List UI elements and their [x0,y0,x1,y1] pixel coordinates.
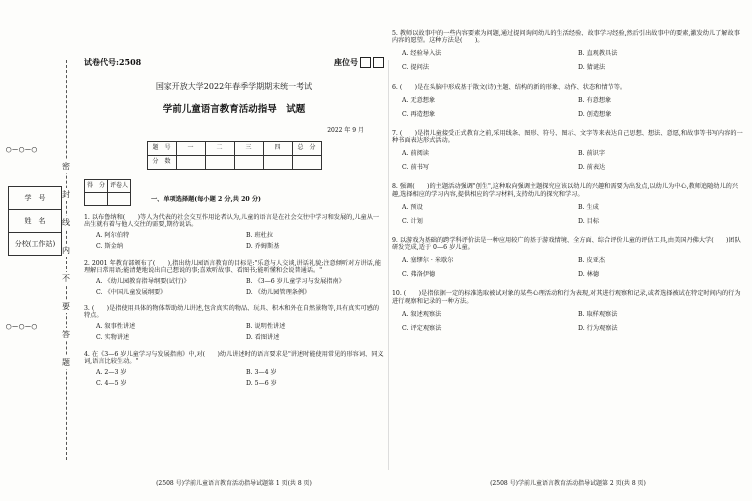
exam-date: 2022 年 9 月 [327,127,364,135]
grader-table [84,179,131,206]
question-text: 8. 强调( )的主题活动强调"创生",这种取向强调主题探究应该以幼儿的兴趣和需要为出发点,以幼儿为中心,教师追随幼儿的兴趣,选择相应的学习内容,提供相应的学习材料,支持幼儿的探究和学习。 [392,183,739,198]
score-header-cell: 一 [176,142,205,156]
question-text: 9. 以游戏为基础的跨学科评价法是一种应用较广的基于游戏情境、全方面、综合评价儿童的评估工具,由美国丹佛大学( )团队研发完成,适于 0—6 岁儿童。 [392,236,741,251]
question-list [84,214,384,391]
seal-word: 密 [62,162,70,171]
grader-score-cell[interactable] [85,193,108,206]
options [392,257,744,285]
option[interactable]: D. 猜谜法 [578,64,606,72]
question-text: 5. 教师以故事中的一些内容要素为问题,通过提问询问幼儿的生活经验、故事学习经验,然后引出故事中的要素,激发幼儿了解故事内容的愿望。这种方法是( )。 [392,30,740,45]
option[interactable]: B. 《3—6 岁儿童学习与发展指南》 [246,277,345,285]
options [392,204,744,232]
option[interactable]: D. 前表达 [578,164,606,172]
options [84,369,384,391]
seat-label: 座位号 [334,56,358,67]
question [392,84,744,125]
option[interactable]: B. 班杜拉 [246,232,274,240]
question [84,351,384,392]
seal-word: 封 [62,190,70,199]
question [392,237,744,286]
score-cell[interactable] [292,156,321,170]
seal-word: 不 [62,274,70,283]
seal-word: 要 [62,302,70,311]
branch-field: 分校(工作站) [14,240,56,248]
section-1-title: 一、单项选择题(每小题 2 分,共 20 分) [151,195,261,203]
option[interactable]: B. 3—4 岁 [246,368,277,376]
question-text: 3. ( )是指使用具体的物体帮助幼儿讲述,包含真实的物品、玩具、积木和外在自然景物等,具有真实可感的特点。 [84,305,380,320]
seat-box[interactable] [360,57,371,68]
question [392,183,744,232]
option[interactable]: B. 前识字 [578,150,606,158]
course-title: 学前儿童语言教育活动指导 试题 [162,104,306,116]
binding-dots-bottom: ○—○—○ [6,322,39,332]
option[interactable]: A. 塞缪尔 · 米歇尔 [402,257,454,265]
options [392,311,744,339]
seal-word: 内 [62,246,70,255]
grader-label: 评卷人 [108,180,131,193]
option[interactable]: A. 2—3 岁 [96,368,127,376]
option[interactable]: D. 看图讲述 [246,334,280,342]
exam-title: 国家开放大学2022年春季学期期末统一考试 [155,82,313,91]
score-label-cell: 分 数 [147,156,176,170]
page-2-column [392,0,744,501]
score-header-cell: 三 [234,142,263,156]
option[interactable]: B. 说明性讲述 [246,323,286,331]
option[interactable]: B. 皮亚杰 [578,257,606,265]
options [84,278,384,300]
question [84,305,384,346]
question-text: 1. 以布鲁纳和( )等人为代表的社会交互作用论者认为,儿童的语言是在社会交往中学习和发展的,儿童从一出生就有着与他人交往的需要,期待说话。 [84,214,380,229]
student-id-field: 学 号 [9,187,61,210]
seat-number [334,57,384,68]
score-header-cell: 四 [263,142,292,156]
question [84,214,384,255]
option[interactable]: C. 实物讲述 [96,334,130,342]
score-cell[interactable] [263,156,292,170]
binding-dots-top: ○—○—○ [6,145,39,155]
option[interactable]: A. 预设 [402,203,423,211]
option[interactable]: C. 评定观察法 [402,324,442,332]
seal-word: 题 [62,358,70,367]
option[interactable]: C. 计划 [402,217,423,225]
option[interactable]: C. 弗洛伊德 [402,271,436,279]
score-table [147,141,322,170]
page-2-footer: (2508 号)学前儿童语言教育活动指导试题第 2 页(共 8 页) [490,480,646,488]
question-text: 7. ( )是指儿童接受正式教育之前,采用线条、图形、符号、图示、文字等来表达自己思想、想法、意愿,和故事等书写内容的一种书面表达形式活动。 [392,129,743,144]
option[interactable]: C. 提问法 [402,64,430,72]
option[interactable]: C. 前书写 [402,164,430,172]
option[interactable]: A. 前阅读 [402,150,429,158]
page-1-column [84,0,384,501]
option[interactable]: D. 行为观察法 [578,324,618,332]
seat-box[interactable] [373,57,384,68]
score-cell[interactable] [176,156,205,170]
options [392,150,744,178]
option[interactable]: A. 《幼儿园教育指导纲要(试行)》 [96,277,190,285]
question-text: 6. ( )是在头脑中形成基于散文(诗)主题、结构的新的形象、动作、状态和情节等。 [392,83,627,91]
grader-name-cell[interactable] [108,193,131,206]
option[interactable]: C. 再造想象 [402,110,436,118]
question [392,130,744,179]
page-1-footer: (2508 号)学前儿童语言教育活动指导试题第 1 页(共 8 页) [156,480,312,488]
option[interactable]: B. 有意想象 [578,96,612,104]
question [392,30,744,79]
option[interactable]: D. 《幼儿园管理条例》 [246,288,311,296]
options [84,323,384,345]
score-header-cell: 题 号 [147,142,176,156]
option[interactable]: D. 目标 [578,217,600,225]
question-text: 4. 在《3—6 岁儿童学习与发展指南》中,对( )幼儿讲述时的语言要求是"讲述时能使用常见的形容词、同义词,语言比较生动。" [84,350,384,365]
score-cell[interactable] [205,156,234,170]
exam-header [84,57,384,68]
page-divider [388,60,389,470]
seal-word: 线 [62,218,70,227]
option[interactable]: C. 斯金纳 [96,243,124,251]
score-header-cell: 二 [205,142,234,156]
binding-strip [0,0,80,501]
seal-word: 答 [62,330,70,339]
score-header-cell: 总 分 [292,142,321,156]
option[interactable]: B. 取样观察法 [578,310,618,318]
option[interactable]: A. 阿尔伯特 [96,232,130,240]
option[interactable]: C. 4—5 岁 [96,379,127,387]
option[interactable]: C. 《中国儿童发展纲要》 [96,288,167,296]
options [84,232,384,254]
question-text: 2. 2001 年教育部颁布了( ),指出幼儿园语言教育的目标是:"乐意与人交谈,讲话礼貌;注意倾听对方讲话,能理解日常用语;能清楚地说出自己想说的事;喜欢听故事、看图书;能听懂和会说普通话。" [84,259,382,274]
option[interactable]: D. 5—6 岁 [246,379,277,387]
option[interactable]: B. 直观教具法 [578,50,618,58]
option[interactable]: A. 叙事性讲述 [96,323,136,331]
option[interactable]: D. 乔姆斯基 [246,243,280,251]
exam-code: 试卷代号:2508 [84,56,142,67]
question-list [392,30,744,339]
question [392,290,744,339]
score-cell[interactable] [234,156,263,170]
option[interactable]: D. 创造想象 [578,110,612,118]
option[interactable]: B. 生成 [578,203,599,211]
student-name-field: 姓 名 [9,210,61,233]
section-1-header [84,179,384,206]
options [392,50,744,78]
question [84,260,384,301]
grader-score-label: 得 分 [85,180,108,193]
option[interactable]: A. 经验导入法 [402,50,442,58]
seal-line [66,60,67,460]
option[interactable]: A. 无意想象 [402,96,436,104]
option[interactable]: A. 叙述观察法 [402,310,442,318]
student-info-box [8,186,62,256]
question-text: 10. ( )是指依据一定的标准选取被试对象的某些心理活动和行为表现,对其进行观察和记录,或者选择被试在特定时间内的行为进行观察和记录的一种方法。 [392,290,741,305]
option[interactable]: D. 林德 [578,271,600,279]
options [392,97,744,125]
